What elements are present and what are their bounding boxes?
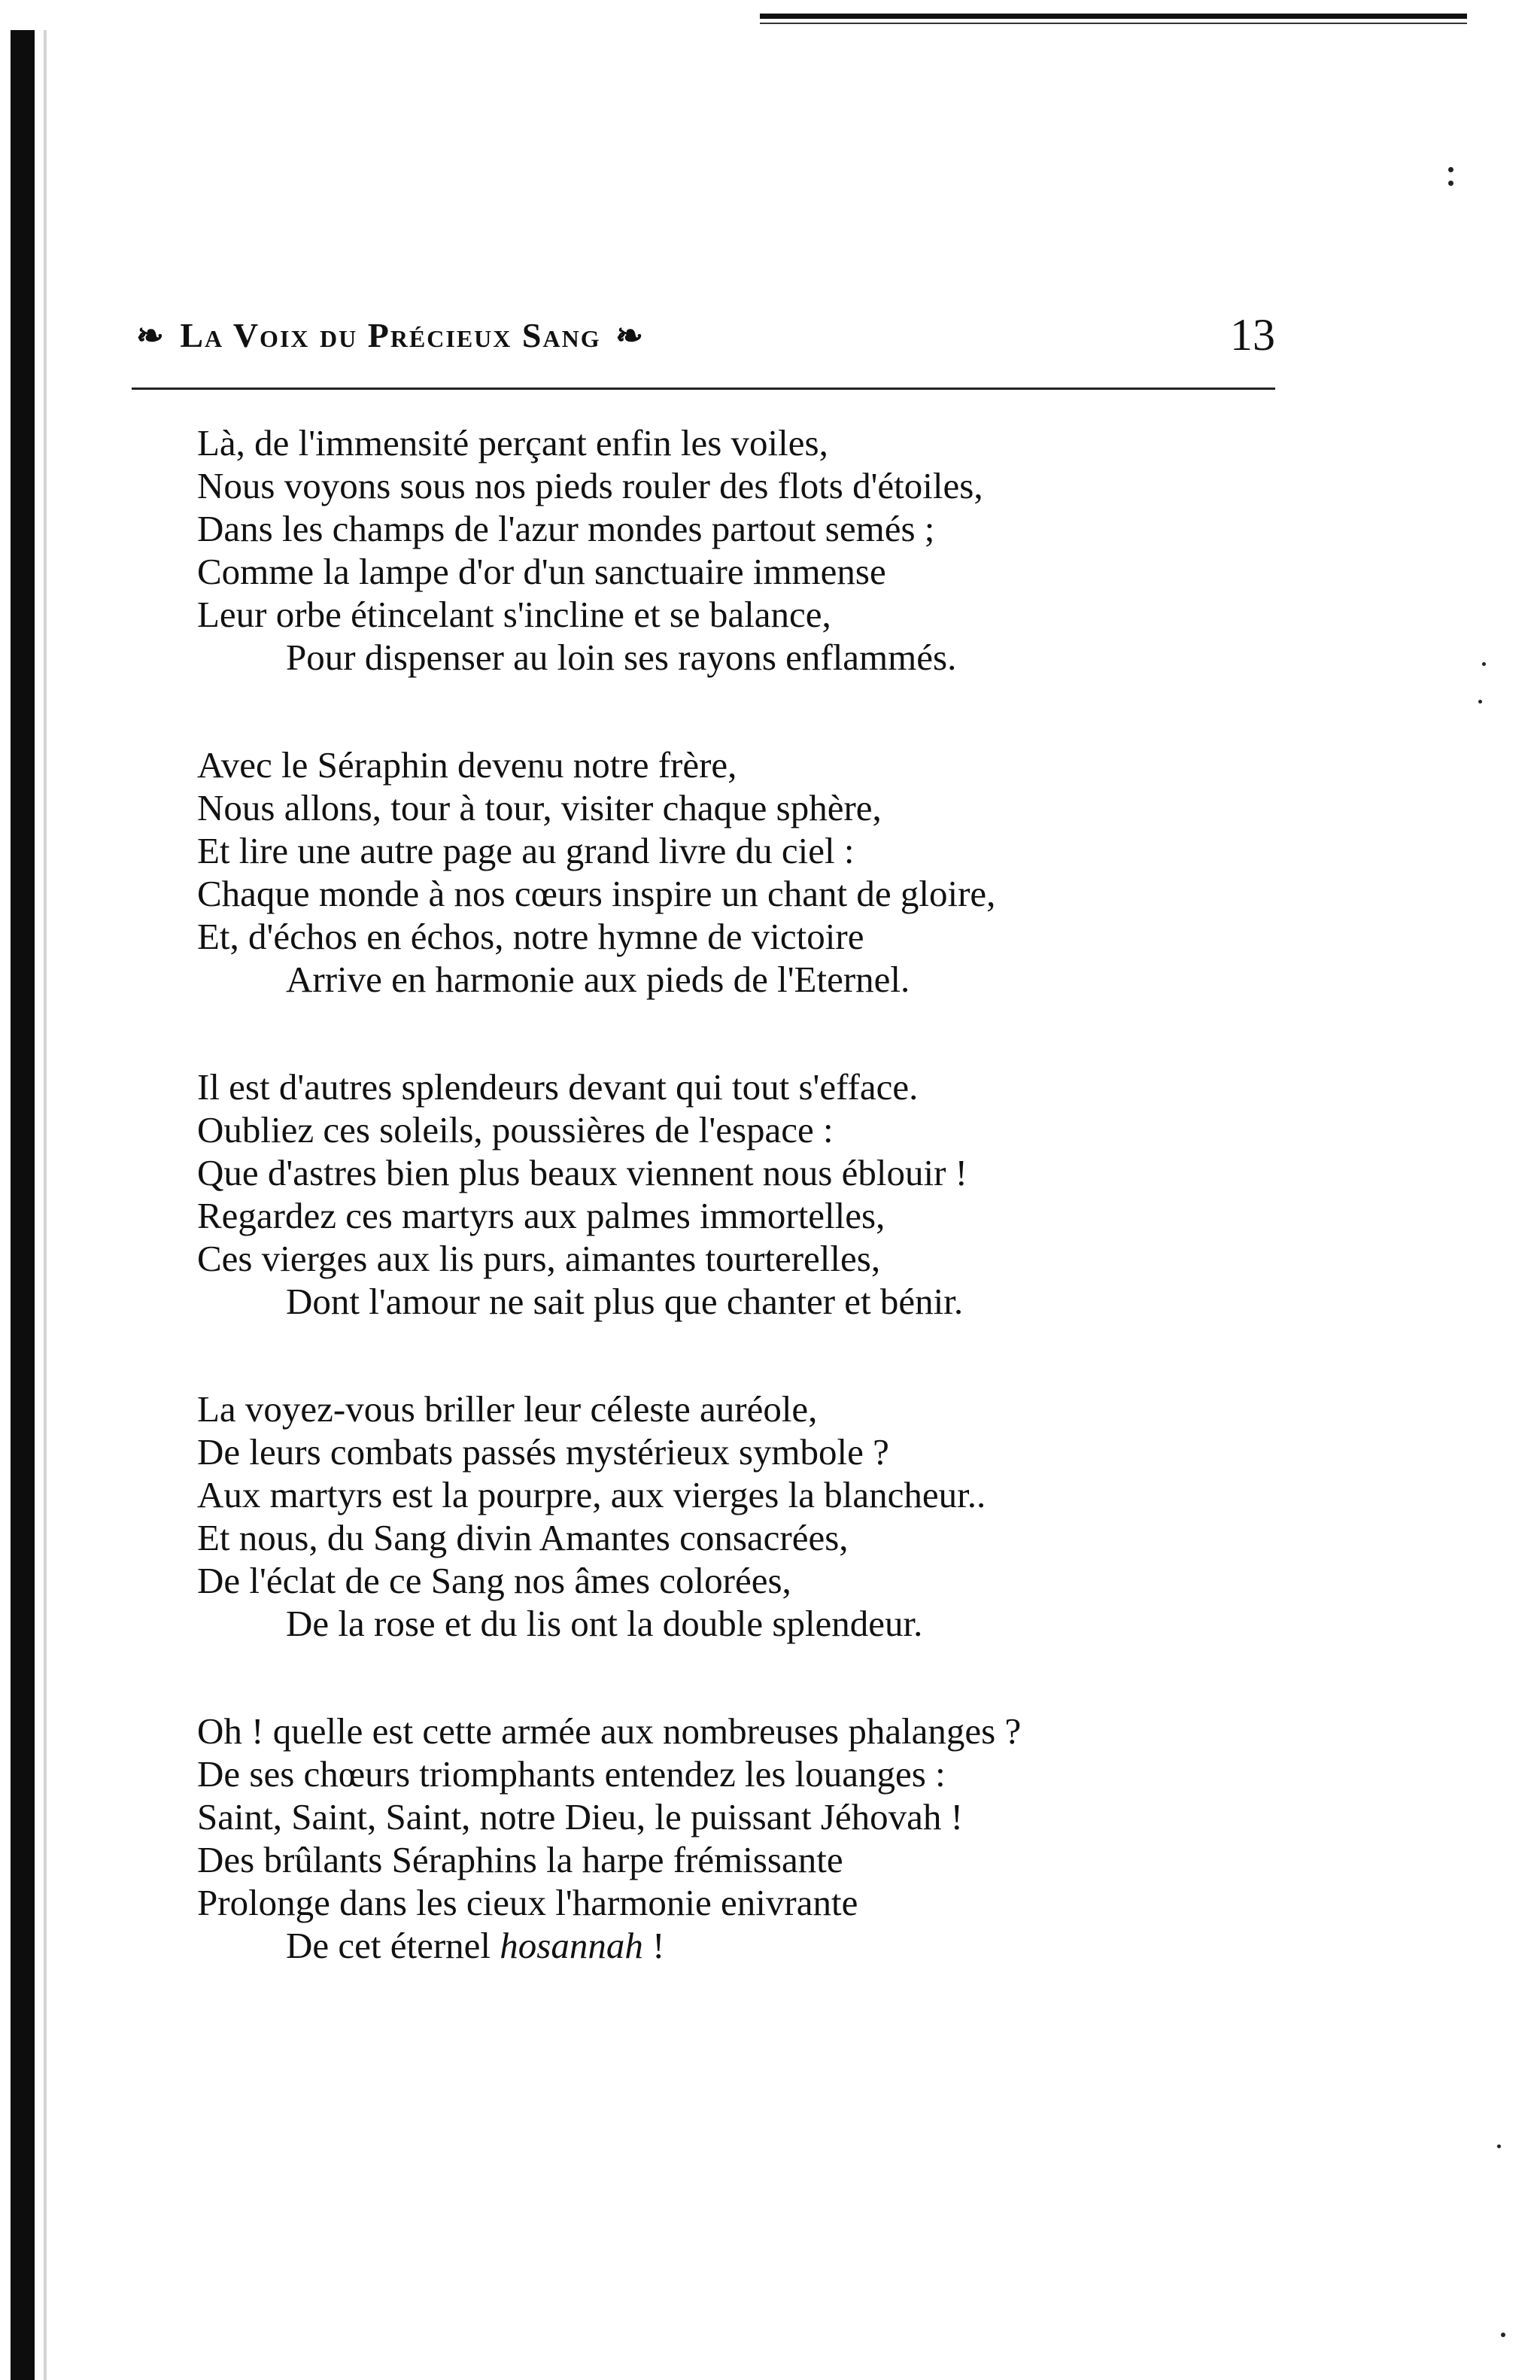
verse-line: Là, de l'immensité perçant enfin les voiles, xyxy=(197,422,828,464)
verse-line: Que d'astres bien plus beaux viennent nous éblouir ! xyxy=(197,1152,967,1193)
verse-emphasis: hosannah xyxy=(500,1925,643,1966)
verse-line: Avec le Séraphin devenu notre frère, xyxy=(197,744,737,786)
stanza-5 xyxy=(197,1710,1280,1967)
verse-line: Leur orbe étincelant s'incline et se balance, xyxy=(197,594,831,635)
stanza-1 xyxy=(197,421,1280,679)
stanza-3 xyxy=(197,1065,1280,1323)
verse-line: Comme la lampe d'or d'un sanctuaire immense xyxy=(197,551,886,592)
verse-line: Et nous, du Sang divin Amantes consacrées, xyxy=(197,1517,849,1558)
verse-line: Prolonge dans les cieux l'harmonie enivrante xyxy=(197,1882,858,1923)
binding-shadow-edge xyxy=(44,30,47,2380)
scan-speck xyxy=(1482,662,1486,666)
verse-line: Ces vierges aux lis purs, aimantes tourterelles, xyxy=(197,1238,881,1279)
verse-line: Des brûlants Séraphins la harpe frémissante xyxy=(197,1839,843,1880)
scan-speck xyxy=(1448,181,1453,186)
binding-shadow xyxy=(11,30,35,2380)
verse-line: Oubliez ces soleils, poussières de l'espace : xyxy=(197,1109,834,1150)
verse-line: Oh ! quelle est cette armée aux nombreuses phalanges ? xyxy=(197,1710,1022,1752)
verse-line: Il est d'autres splendeurs devant qui tout s'efface. xyxy=(197,1066,919,1108)
page-number: 13 xyxy=(1230,309,1275,360)
scan-speck xyxy=(1501,2333,1505,2337)
verse-line: Pour dispenser au loin ses rayons enflammés. xyxy=(286,637,957,678)
verse-text: De cet éternel xyxy=(286,1925,500,1966)
verse-line: Nous voyons sous nos pieds rouler des flots d'étoiles, xyxy=(197,465,983,506)
verse-line: Dont l'amour ne sait plus que chanter et bénir. xyxy=(286,1281,964,1322)
verse-line: De leurs combats passés mystérieux symbole ? xyxy=(197,1431,889,1473)
verse-line: Dans les champs de l'azur mondes partout semés ; xyxy=(197,508,935,549)
verse-line: Aux martyrs est la pourpre, aux vierges la blancheur.. xyxy=(197,1474,986,1515)
running-head xyxy=(132,305,1275,365)
verse-line: Regardez ces martyrs aux palmes immortelles, xyxy=(197,1195,885,1236)
verse-line: Et, d'échos en échos, notre hymne de victoire xyxy=(197,916,864,957)
verse-line: De l'éclat de ce Sang nos âmes colorées, xyxy=(197,1560,791,1601)
running-title: La Voix du Précieux Sang xyxy=(180,315,601,354)
scan-speck xyxy=(1448,167,1453,172)
verse-line: Et lire une autre page au grand livre du ciel : xyxy=(197,830,855,871)
verse-line: La voyez-vous briller leur céleste auréole, xyxy=(197,1388,818,1430)
verse-line-last xyxy=(197,1924,1280,1967)
verse-line: Saint, Saint, Saint, notre Dieu, le puissant Jéhovah ! xyxy=(197,1796,963,1837)
verse-line: Arrive en harmonie aux pieds de l'Eternel. xyxy=(286,959,910,1000)
poem xyxy=(197,421,1280,2032)
running-title-group xyxy=(132,315,649,355)
scan-speck xyxy=(1497,2144,1501,2148)
verse-text: ! xyxy=(642,1925,665,1966)
verse-line: Nous allons, tour à tour, visiter chaque sphère, xyxy=(197,787,882,828)
stanza-2 xyxy=(197,743,1280,1001)
verse-line: Chaque monde à nos cœurs inspire un chant de gloire, xyxy=(197,873,996,914)
top-rule-thin xyxy=(760,23,1467,24)
head-rule xyxy=(132,388,1275,390)
verse-line: De la rose et du lis ont la double splendeur. xyxy=(286,1603,923,1644)
fleuron-right-icon: ❧ xyxy=(615,317,645,354)
scan-speck xyxy=(1478,700,1482,704)
top-rule xyxy=(760,14,1467,19)
verse-line: De ses chœurs triomphants entendez les louanges : xyxy=(197,1753,946,1795)
fleuron-left-icon: ❧ xyxy=(136,317,166,354)
stanza-4 xyxy=(197,1388,1280,1645)
